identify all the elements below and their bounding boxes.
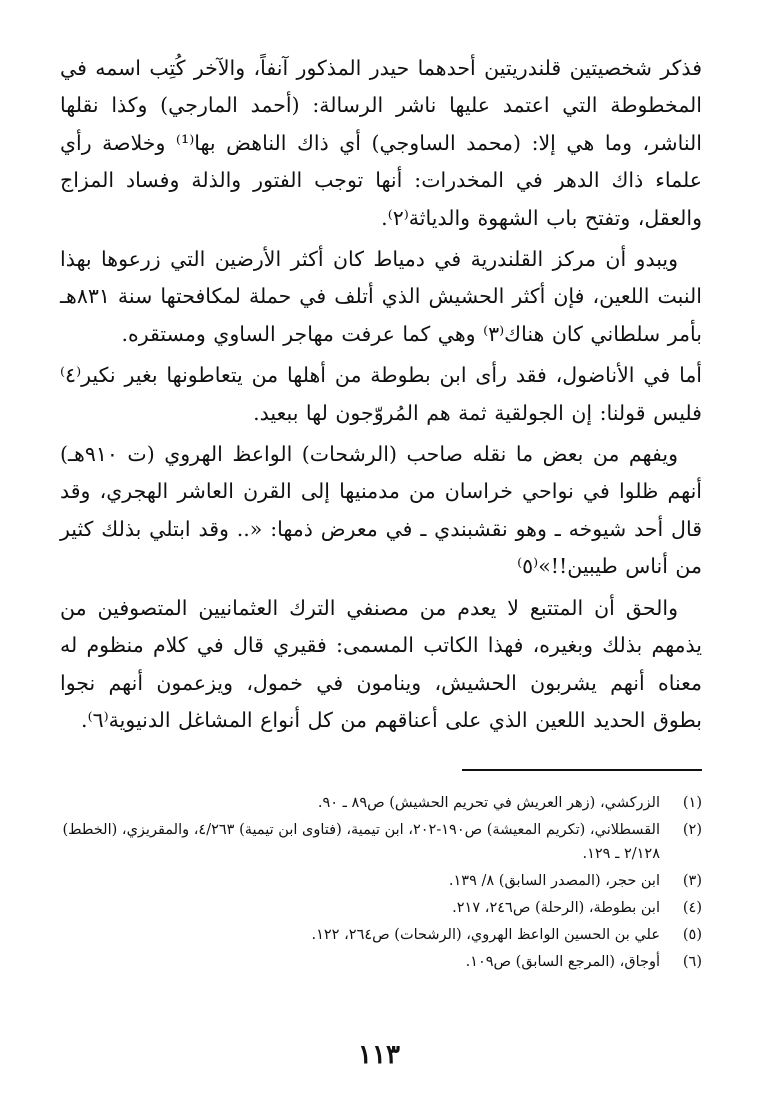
footnote-item [60, 791, 702, 815]
body-text [60, 50, 702, 739]
paragraph-5: والحق أن المتتبع لا يعدم من مصنفي الترك العثمانيين المتصوفين من يذمهم بذلك وبغيره، فهذا الكاتب المسمى: فقيري قال في كلام منظوم له معناه أنهم يشربون الحشيش، وينامون في خمول، ويزعمون أنهم نجوا بطوق الحديد اللعين الذي على أعناقهم من كل أنواع المشاغل الدنيوية⁽٦⁾. [60, 595, 702, 732]
footnote-text: ابن حجر، (المصدر السابق) ٨/ ١٣٩. [448, 873, 660, 890]
footnote-text: القسطلاني، (تكريم المعيشة) ص١٩٠-٢٠٢، ابن تيمية، (فتاوى ابن تيمية) ٤/٢٦٣، والمقريزي، (الخطط) ٢/١٢٨ ـ ١٢٩. [62, 822, 660, 863]
footnote-number: (٦) [682, 954, 702, 971]
footnote-item [60, 950, 702, 974]
paragraph-4: ويفهم من بعض ما نقله صاحب (الرشحات) الواعظ الهروي (ت ٩١٠هـ) أنهم ظلوا في نواحي خراسان من مدمنيها إلى القرن العاشر الهجري، وقد قال أحد شيوخه ـ وهو نقشبندي ـ في معرض ذمها: «.. وقد ابتلي بذلك كثير من أناس طيبين!!»⁽٥⁾ [60, 442, 702, 579]
footnote-text: الزركشي، (زهر العريش في تحريم الحشيش) ص٨٩ ـ ٩٠. [317, 795, 660, 812]
document-page [60, 50, 702, 977]
footnote-number: (١) [682, 795, 702, 812]
footnote-number: (٢) [682, 822, 702, 839]
footnote-item [60, 896, 702, 920]
footnote-number: (٥) [682, 927, 702, 944]
footnote-item [60, 818, 702, 866]
footnote-number: (٣) [682, 873, 702, 890]
footnote-text: ابن بطوطة، (الرحلة) ص٢٤٦، ٢١٧. [452, 900, 660, 917]
footnotes-list [60, 791, 702, 974]
footnote-item [60, 923, 702, 947]
footnote-number: (٤) [682, 900, 702, 917]
footnote-text: أوجاق، (المرجع السابق) ص١٠٩. [465, 954, 660, 971]
footnote-divider [462, 769, 702, 771]
page-number: ١١٣ [358, 1040, 400, 1070]
paragraph-2: ويبدو أن مركز القلندرية في دمياط كان أكثر الأرضين التي زرعوها بهذا النبت اللعين، فإن أكثر الحشيش الذي أتلف في حملة لمكافحتها سنة ٨٣١هـ بأمر سلطاني كان هناك⁽٣⁾ وهي كما عرفت مهاجر الساوي ومستقره. [60, 247, 702, 346]
footnote-text: علي بن الحسين الواعظ الهروي، (الرشحات) ص٢٦٤، ١٢٢. [311, 927, 660, 944]
paragraph-3: أما في الأناضول، فقد رأى ابن بطوطة من أهلها من يتعاطونها بغير نكير⁽٤⁾ فليس قولنا: إن الجولقية ثمة هم المُروّجون لها ببعيد. [60, 363, 702, 425]
paragraph-1: فذكر شخصيتين قلندريتين أحدهما حيدر المذكور آنفاً، والآخر كُتِب اسمه في المخطوطة التي اعتمد عليها ناشر الرسالة: (أحمد المارجي) وكذا نقلها الناشر، وما هي إلا: (محمد الساوجي) أي ذاك الناهض بها⁽¹⁾ وخلاصة رأي علماء ذاك الدهر في المخدرات: أنها توجب الفتور والذلة وفساد المزاج والعقل، وتفتح باب الشهوة والدياثة⁽٢⁾. [60, 56, 702, 230]
footnote-item [60, 869, 702, 893]
